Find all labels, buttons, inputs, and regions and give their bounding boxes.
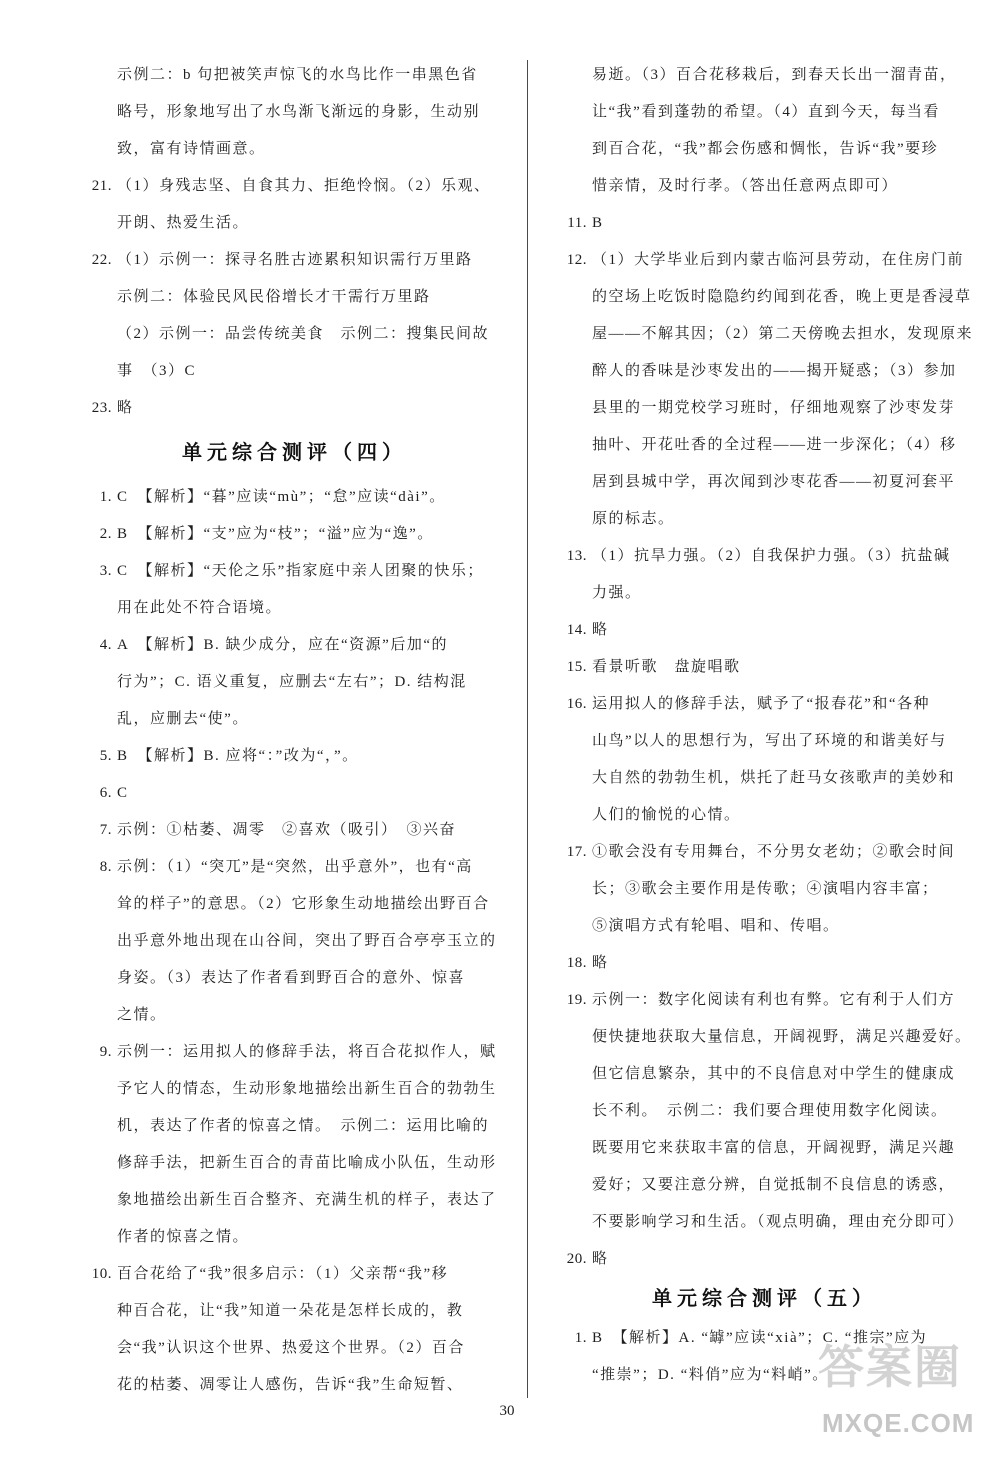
answer-line: 的空场上吃饭时隐隐约约闻到花香，晚上更是香浸草 [592,289,972,305]
answer-line: 略 [592,955,609,971]
answer-item [85,738,499,775]
answer-item [560,538,964,612]
answer-line: 到百合花，“我”都会伤感和惆怅，告诉“我”要珍 [592,141,939,157]
question-number: 7. [99,822,112,838]
answer-line: 开朗、热爱生活。 [117,215,250,231]
answer-line: 事 （3）C [117,363,197,379]
answer-line: 原的标志。 [592,511,675,527]
column-divider [527,60,528,1398]
answer-line: 乱，应删去“使”。 [117,711,249,727]
question-number: 12. [566,252,587,268]
question-number: 13. [566,548,587,564]
answer-line: 力强。 [592,585,642,601]
answer-line: B 【解析】“支”应为“枝”；“溢”应为“逸”。 [117,526,434,542]
watermark-logo: 答案圈 [818,1342,962,1393]
answer-line: 会“我”认识这个世界、热爱这个世界。（2）百合 [117,1340,465,1356]
answer-line: C [117,785,129,801]
question-number: 22. [91,252,112,268]
answer-line: 易逝。（3）百合花移栽后，到春天长出一溜青苗， [592,67,957,83]
answer-line: （1）身残志坚、自食其力、拒绝怜悯。（2）乐观、 [117,178,491,194]
answer-line: 作者的惊喜之情。 [117,1229,250,1245]
answer-line: 行为”；C. 语义重复，应删去“左右”；D. 结构混 [117,674,467,690]
answer-line: 略 [592,622,609,638]
answer-line: 既要用它来获取丰富的信息，开阔视野，满足兴趣 [592,1140,956,1156]
answer-line: 示例二：b 句把被笑声惊飞的水鸟比作一串黑色省 [117,67,478,83]
answer-line: 爱好；又要注意分辨，自觉抵制不良信息的诱惑， [592,1177,956,1193]
answer-line: A 【解析】B. 缺少成分，应在“资源”后加“的 [117,637,448,653]
question-number: 18. [566,955,587,971]
answer-line: B 【解析】B. 应将“：”改为“，”。 [117,748,359,764]
question-number: 8. [99,859,112,875]
answer-line: （1）抗旱力强。（2）自我保护力强。（3）抗盐碱 [592,548,951,564]
answer-item [560,1320,964,1394]
question-number: 5. [99,748,112,764]
answer-line: 大自然的勃勃生机，烘托了赶马女孩歌声的美妙和 [592,770,956,786]
answer-line: “推崇”；D. “料俏”应为“料峭”。 [592,1367,829,1383]
answer-line: 抽叶、开花吐香的全过程——进一步深化；（4）移 [592,437,957,453]
answer-line: 略号，形象地写出了水鸟渐飞渐远的身影，生动别 [117,104,481,120]
answer-line: 便快捷地获取大量信息，开阔视野，满足兴趣爱好。 [592,1029,972,1045]
answer-line: 机，表达了作者的惊喜之情。 示例二：运用比喻的 [117,1118,490,1134]
answer-line: 人们的愉悦的心情。 [592,807,741,823]
answer-line: 花的枯萎、凋零让人感伤，告诉“我”生命短暂、 [117,1377,464,1393]
answer-item [560,205,964,242]
answer-line: 山鸟”以人的思想行为，写出了环境的和谐美好与 [592,733,947,749]
answer-item [560,612,964,649]
answer-line: B [592,215,604,231]
answer-line: 予它人的情态，生动形象地描绘出新生百合的勃勃生 [117,1081,497,1097]
question-number: 10. [91,1266,112,1282]
answer-line: 屋——不解其因；（2）第二天傍晚去担水，发现原来 [592,326,974,342]
question-number: 19. [566,992,587,1008]
answer-item [85,242,499,390]
right-column [560,57,974,1394]
question-number: 20. [566,1251,587,1267]
answer-line: ①歌会没有专用舞台，不分男女老幼；②歌会时间 [592,844,956,860]
answer-line: 之情。 [117,1007,167,1023]
answer-item [560,242,974,538]
answer-line: 示例：（1）“突兀”是“突然，出乎意外”，也有“高 [117,859,473,875]
question-number: 3. [99,563,112,579]
section-heading: 单元综合测评（五） [652,1288,877,1310]
answer-item [85,849,499,1034]
answer-line: 用在此处不符合语境。 [117,600,283,616]
answer-item [85,479,499,516]
left-column [85,57,499,1404]
answer-line: 略 [592,1251,609,1267]
answer-line: 看景听歌 盘旋唱歌 [592,659,741,675]
question-number: 1. [574,1330,587,1346]
answer-line: 示例二：体验民风民俗增长才干需行万里路 [117,289,431,305]
answer-item [85,516,499,553]
answer-item-continued [85,57,499,168]
answer-line: 致，富有诗情画意。 [117,141,266,157]
answer-line: 示例一：数字化阅读有利也有弊。它有利于人们方 [592,992,956,1008]
answer-item [560,834,964,945]
answer-line: 让“我”看到蓬勃的希望。（4）直到今天，每当看 [592,104,940,120]
question-number: 11. [567,215,587,231]
question-number: 15. [566,659,587,675]
section-heading: 单元综合测评（四） [182,442,407,464]
answer-item [560,982,972,1241]
answer-line: ⑤演唱方式有轮唱、唱和、传唱。 [592,918,840,934]
answer-line: （1）大学毕业后到内蒙古临河县劳动，在住房门前 [592,252,965,268]
answer-line: 长不利。 示例二：我们要合理使用数字化阅读。 [592,1103,948,1119]
answer-line: 但它信息繁杂，其中的不良信息对中学生的健康成 [592,1066,956,1082]
question-number: 14. [566,622,587,638]
answer-line: 身姿。（3）表达了作者看到野百合的意外、惊喜 [117,970,466,986]
answer-line: 运用拟人的修辞手法，赋予了“报春花”和“各种 [592,696,930,712]
question-number: 23. [91,400,112,416]
answer-line: （2）示例一：品尝传统美食 示例二：搜集民间故 [117,326,490,342]
answer-line: 出乎意外地出现在山谷间，突出了野百合亭亭玉立的 [117,933,497,949]
answer-line: 修辞手法，把新生百合的青苗比喻成小队伍，生动形 [117,1155,497,1171]
answer-line: 象地描绘出新生百合整齐、充满生机的样子，表达了 [117,1192,497,1208]
answer-item [560,686,964,834]
answer-item [560,945,964,982]
question-number: 4. [99,637,112,653]
answer-item [85,812,499,849]
page-number: 30 [499,1403,515,1419]
watermark-site: MXQE.COM [822,1408,975,1438]
answer-line: 不要影响学习和生活。（观点明确，理由充分即可） [592,1214,965,1230]
question-number: 6. [99,785,112,801]
answer-line: 示例：①枯萎、凋零 ②喜欢（吸引） ③兴奋 [117,822,457,838]
answer-item [85,553,499,627]
answer-line: C 【解析】“暮”应读“mù”；“怠”应读“dài”。 [117,489,446,505]
answer-item [85,168,499,242]
answer-line: B 【解析】A. “罅”应读“xià”；C. “推宗”应为 [592,1330,928,1346]
answer-line: 种百合花，让“我”知道一朵花是怎样长成的，教 [117,1303,464,1319]
answer-line: 略 [117,400,134,416]
question-number: 16. [566,696,587,712]
answer-item [560,1241,964,1278]
answer-item [85,627,499,738]
question-number: 21. [91,178,112,194]
answer-line: 居到县城中学，再次闻到沙枣花香——初夏河套平 [592,474,956,490]
question-number: 17. [566,844,587,860]
answer-item [560,649,964,686]
answer-line: 惜亲情，及时行孝。（答出任意两点即可） [592,178,899,194]
question-number: 2. [99,526,112,542]
answer-line: 县里的一期党校学习班时，仔细地观察了沙枣发芽 [592,400,956,416]
answer-item [85,1034,499,1256]
answer-line: 示例一：运用拟人的修辞手法，将百合花拟作人，赋 [117,1044,497,1060]
answer-item-continued [560,57,964,205]
answer-line: （1）示例一：探寻名胜古迹累积知识需行万里路 [117,252,473,268]
answer-line: 长；③歌会主要作用是传歌；④演唱内容丰富； [592,881,939,897]
answer-item [85,775,499,812]
answer-line: 百合花给了“我”很多启示：（1）父亲帮“我”移 [117,1266,449,1282]
question-number: 1. [99,489,112,505]
answer-line: 耸的样子”的意思。（2）它形象生动地描绘出野百合 [117,896,490,912]
answer-item [85,1256,499,1404]
answer-item [85,390,499,427]
answer-line: C 【解析】“天伦之乐”指家庭中亲人团聚的快乐； [117,563,484,579]
question-number: 9. [99,1044,112,1060]
answer-line: 醉人的香味是沙枣发出的——揭开疑惑；（3）参加 [592,363,957,379]
